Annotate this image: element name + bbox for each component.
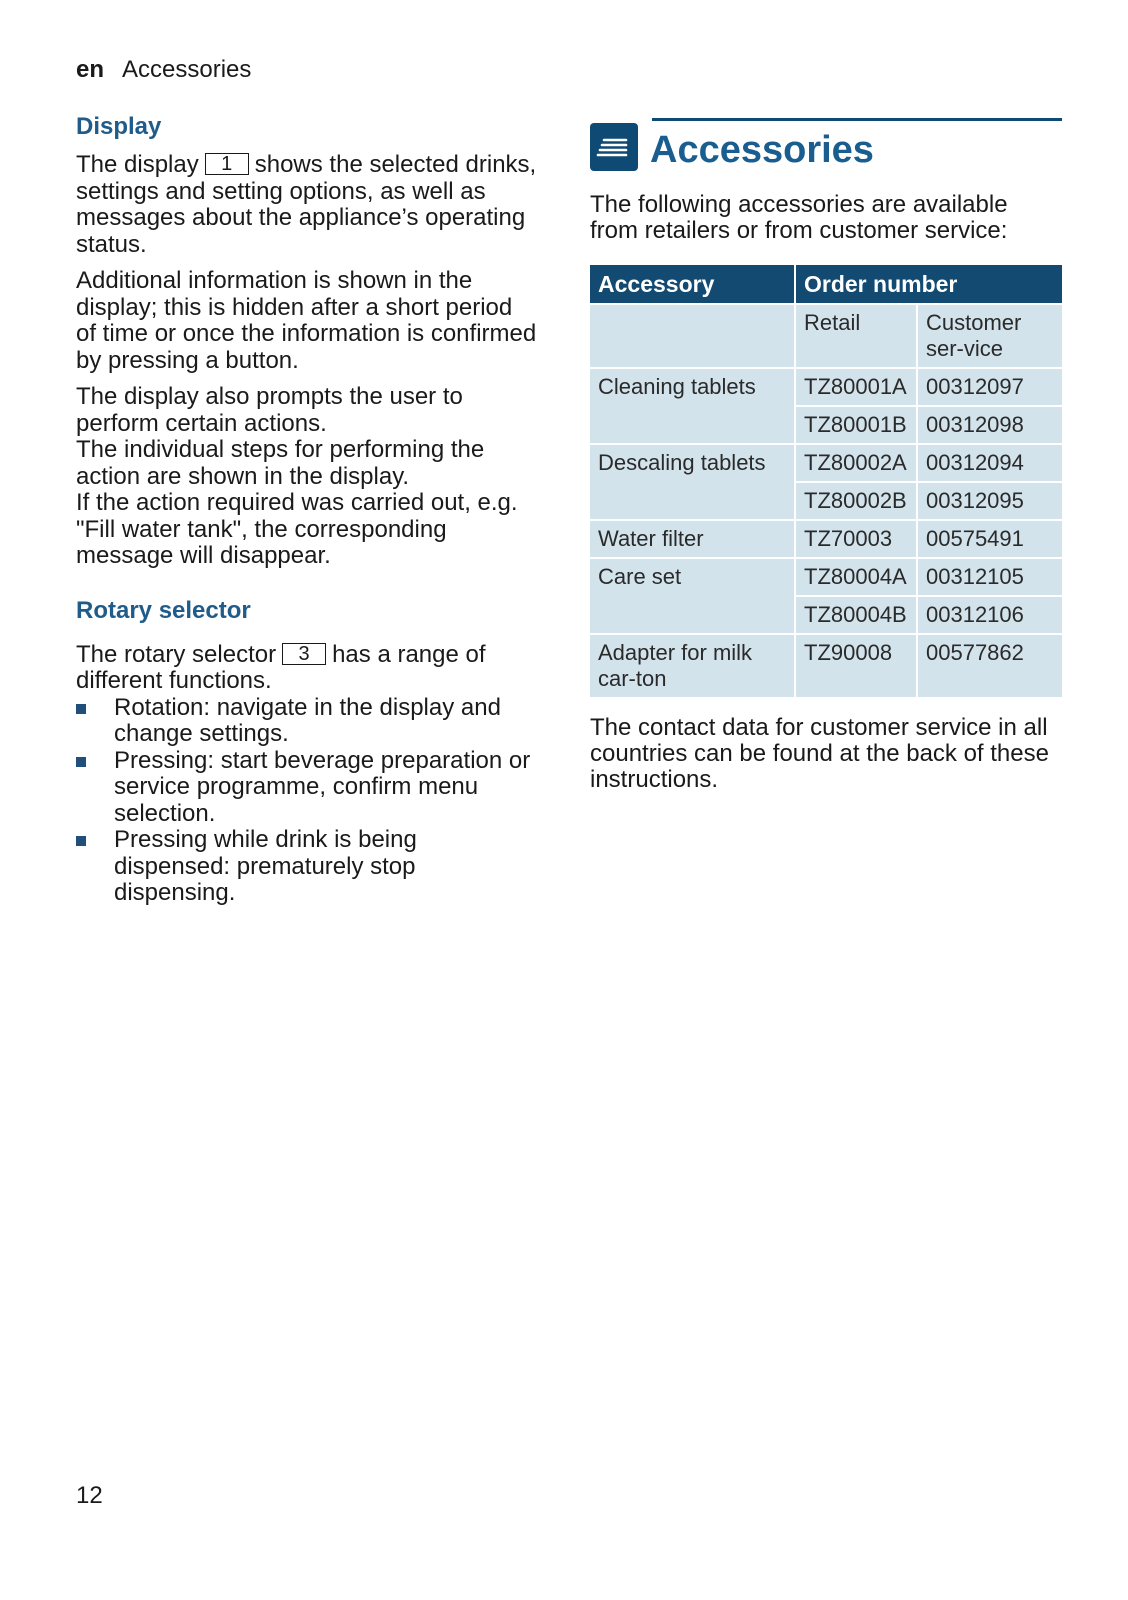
table-cell-retail: TZ80002A xyxy=(795,444,917,482)
accessories-title: Accessories xyxy=(650,129,874,171)
accessories-intro: The following accessories are available from retailers or from customer service: xyxy=(590,191,1008,244)
table-cell-customer: 00312097 xyxy=(917,368,1062,406)
list-item xyxy=(76,827,538,907)
table-cell-accessory: Cleaning tablets xyxy=(590,368,795,444)
language-code: en xyxy=(76,56,105,83)
table-row xyxy=(590,520,1062,558)
square-bullet-icon xyxy=(76,836,86,846)
table-cell-customer: 00312106 xyxy=(917,596,1062,634)
display-reference-box: 1 xyxy=(205,153,249,175)
table-cell-customer: 00312105 xyxy=(917,558,1062,596)
customer-service-note: The contact data for customer service in all countries can be found at the back of these instructions. xyxy=(590,714,1049,793)
rotary-intro-before: The rotary selector xyxy=(76,640,277,668)
table-subheader-row xyxy=(590,304,1062,368)
table-cell-accessory: Adapter for milk car-ton xyxy=(590,634,795,697)
table-cell-retail: TZ80002B xyxy=(795,482,917,520)
rotary-reference-box: 3 xyxy=(282,643,326,665)
table-row xyxy=(590,634,1062,697)
header-section-title: Accessories xyxy=(122,56,252,83)
right-column xyxy=(590,118,1062,793)
left-column xyxy=(76,112,538,907)
display-paragraph-3c: If the action required was carried out, e.g. "Fill water tank", the corresponding message will disappear. xyxy=(76,489,518,569)
list-item-text: Pressing while drink is being dispensed: prematurely stop dispensing. xyxy=(114,826,417,906)
display-paragraph-3a: The display also prompts the user to perform certain actions. xyxy=(76,383,463,437)
table-cell-customer: 00577862 xyxy=(917,634,1062,697)
accessories-table xyxy=(590,265,1062,697)
rotary-intro xyxy=(76,642,538,695)
display-paragraph-3b: The individual steps for performing the action are shown in the display. xyxy=(76,436,485,490)
accessories-title-row xyxy=(590,118,1062,174)
table-cell-customer: 00312098 xyxy=(917,406,1062,444)
table-row xyxy=(590,444,1062,482)
subheader-retail: Retail xyxy=(795,304,917,368)
square-bullet-icon xyxy=(76,704,86,714)
display-paragraph-2: Additional information is shown in the display; this is hidden after a short period of time or once the information is confirmed by pressing a button. xyxy=(76,267,537,374)
table-cell-retail: TZ80004A xyxy=(795,558,917,596)
table-cell xyxy=(590,304,795,368)
table-header-row xyxy=(590,265,1062,304)
table-cell-accessory: Descaling tablets xyxy=(590,444,795,520)
list-item-text: Pressing: start beverage preparation or service programme, confirm menu selection. xyxy=(114,746,531,827)
rotary-function-list xyxy=(76,695,538,907)
subheader-customer-service: Customer ser-vice xyxy=(917,304,1062,368)
accessories-icon xyxy=(590,123,638,171)
table-cell-retail: TZ80004B xyxy=(795,596,917,634)
square-bullet-icon xyxy=(76,757,86,767)
table-cell-retail: TZ80001A xyxy=(795,368,917,406)
table-row xyxy=(590,558,1062,596)
column-header-order-number: Order number xyxy=(795,265,1062,304)
table-cell-accessory: Care set xyxy=(590,558,795,634)
list-item xyxy=(76,748,538,828)
list-item-text: Rotation: navigate in the display and change settings. xyxy=(114,693,501,747)
table-cell-retail: TZ80001B xyxy=(795,406,917,444)
page-header xyxy=(76,56,251,84)
page-number: 12 xyxy=(76,1482,103,1509)
title-rule xyxy=(652,118,1062,121)
table-row xyxy=(590,368,1062,406)
display-p1-text-before: The display xyxy=(76,151,199,178)
table-cell-customer: 00312095 xyxy=(917,482,1062,520)
table-cell-customer: 00312094 xyxy=(917,444,1062,482)
rotary-intro-after: has a range of different functions. xyxy=(76,640,486,694)
table-cell-accessory: Water filter xyxy=(590,520,795,558)
display-paragraph-1 xyxy=(76,152,538,258)
table-cell-retail: TZ70003 xyxy=(795,520,917,558)
table-cell-retail: TZ90008 xyxy=(795,634,917,697)
table-cell-customer: 00575491 xyxy=(917,520,1062,558)
display-heading: Display xyxy=(76,113,162,140)
list-item xyxy=(76,695,538,748)
column-header-accessory: Accessory xyxy=(590,265,795,304)
display-p1-text-after: shows the selected drinks, settings and setting options, as well as messages about the appliance’s operating status. xyxy=(76,151,537,258)
rotary-heading: Rotary selector xyxy=(76,596,251,624)
